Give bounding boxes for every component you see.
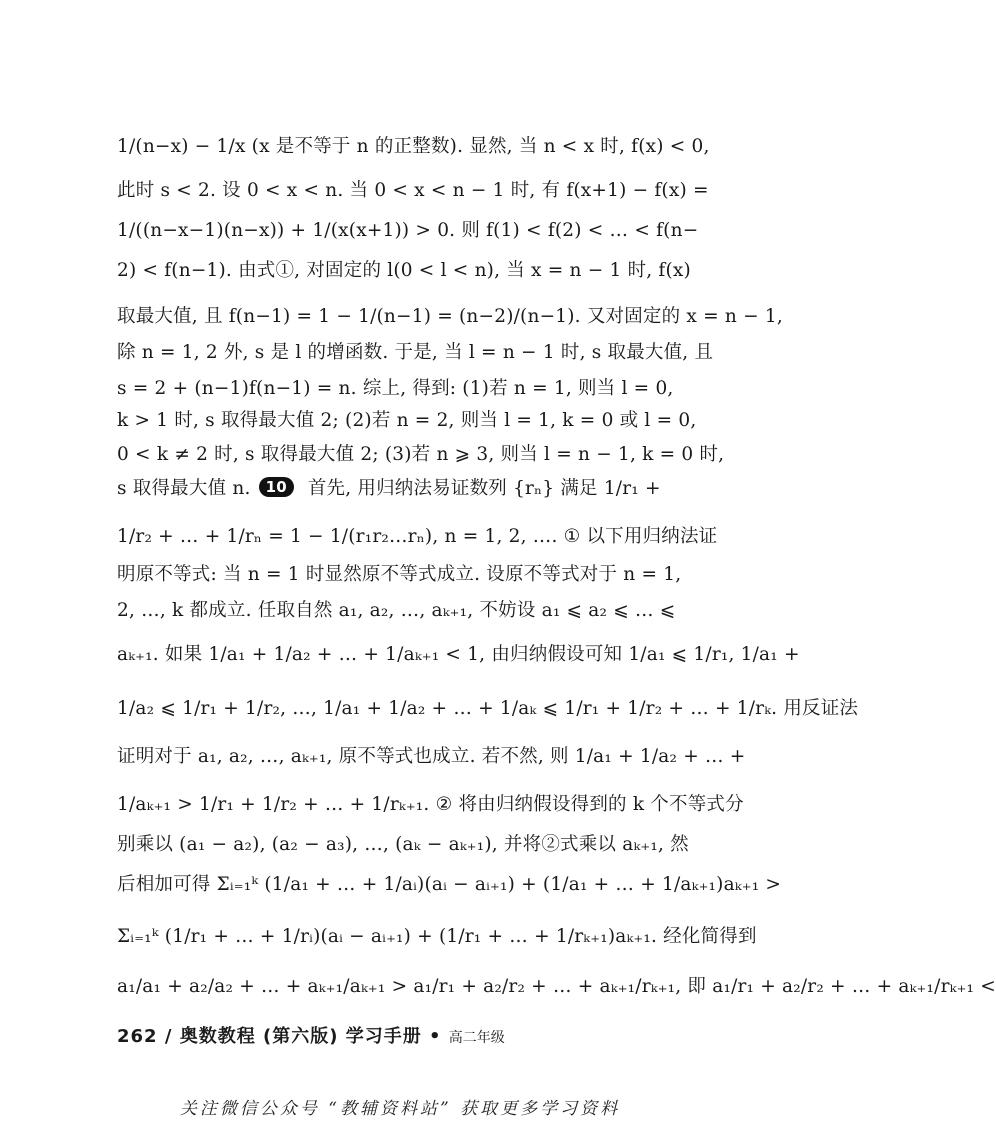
handwritten-watermark: 关注微信公众号 “教辅资料站” 获取更多学习资料 (179, 1099, 621, 1119)
text-line: 取最大值, 且 f(n−1) = 1 − 1/(n−1) = (n−2)/(n−1). 又对固定的 x = n − 1, (117, 306, 783, 327)
text-line: 除 n = 1, 2 外, s 是 l 的增函数. 于是, 当 l = n − 1 时, s 取最大值, 且 (117, 342, 714, 363)
text-line: k > 1 时, s 取得最大值 2; (2)若 n = 2, 则当 l = 1, k = 0 或 l = 0, (117, 410, 697, 431)
text-line: 2) < f(n−1). 由式①, 对固定的 l(0 < l < n), 当 x = n − 1 时, f(x) (117, 260, 691, 281)
footer-bullet: • (429, 1026, 442, 1047)
page-number: 262 (117, 1026, 158, 1047)
text-line: aₖ₊₁. 如果 1/a₁ + 1/a₂ + … + 1/aₖ₊₁ < 1, 由归纳假设可知 1/a₁ ⩽ 1/r₁, 1/a₁ + (117, 644, 800, 665)
text-line: 1/(n−x) − 1/x (x 是不等于 n 的正整数). 显然, 当 n < x 时, f(x) < 0, (117, 136, 710, 157)
text-line-rest: 首先, 用归纳法易证数列 {rₙ} 满足 1/r₁ + (307, 478, 661, 499)
text-line: a₁/a₁ + a₂/a₂ + … + aₖ₊₁/aₖ₊₁ > a₁/r₁ + a₂/r₂ + … + aₖ₊₁/rₖ₊₁, 即 a₁/r₁ + a₂/r₂ + … + aₖ₊₁/rₖ₊₁ < (117, 976, 996, 997)
text-line: 0 < k ≠ 2 时, s 取得最大值 2; (3)若 n ⩾ 3, 则当 l = n − 1, k = 0 时, (117, 444, 725, 465)
text-line: 1/aₖ₊₁ > 1/r₁ + 1/r₂ + … + 1/rₖ₊₁. ② 将由归纳假设得到的 k 个不等式分 (117, 794, 744, 815)
text-line-with-problem-badge (117, 470, 685, 504)
text-line: Σᵢ₌₁ᵏ (1/r₁ + … + 1/rᵢ)(aᵢ − aᵢ₊₁) + (1/r₁ + … + 1/rₖ₊₁)aₖ₊₁. 经化简得到 (117, 926, 757, 947)
page-footer (117, 1022, 505, 1048)
text-line: 别乘以 (a₁ − a₂), (a₂ − a₃), …, (aₖ − aₖ₊₁), 并将②式乘以 aₖ₊₁, 然 (117, 834, 689, 855)
book-title: 奥数教程 (第六版) 学习手册 (179, 1026, 422, 1047)
text-line: 1/r₂ + … + 1/rₙ = 1 − 1/(r₁r₂…rₙ), n = 1, 2, …. ① 以下用归纳法证 (117, 526, 718, 547)
text-line: 此时 s < 2. 设 0 < x < n. 当 0 < x < n − 1 时, 有 f(x+1) − f(x) = (117, 180, 709, 201)
footer-separator: / (164, 1026, 173, 1047)
text-line: 1/((n−x−1)(n−x)) + 1/(x(x+1)) > 0. 则 f(1) < f(2) < … < f(n− (117, 220, 699, 241)
grade-label: 高二年级 (448, 1030, 505, 1046)
text-line: s = 2 + (n−1)f(n−1) = n. 综上, 得到: (1)若 n = 1, 则当 l = 0, (117, 378, 674, 399)
text-line-start: s 取得最大值 n. (117, 478, 251, 499)
problem-number-badge: 10 (259, 477, 294, 497)
text-line: 后相加可得 Σᵢ₌₁ᵏ (1/a₁ + … + 1/aᵢ)(aᵢ − aᵢ₊₁) + (1/a₁ + … + 1/aₖ₊₁)aₖ₊₁ > (117, 874, 782, 895)
text-line: 1/a₂ ⩽ 1/r₁ + 1/r₂, …, 1/a₁ + 1/a₂ + … + 1/aₖ ⩽ 1/r₁ + 1/r₂ + … + 1/rₖ. 用反证法 (117, 698, 859, 719)
text-line: 2, …, k 都成立. 任取自然 a₁, a₂, …, aₖ₊₁, 不妨设 a₁ ⩽ a₂ ⩽ … ⩽ (117, 600, 676, 621)
text-line: 证明对于 a₁, a₂, …, aₖ₊₁, 原不等式也成立. 若不然, 则 1/a₁ + 1/a₂ + … + (117, 746, 746, 767)
text-line: 明原不等式: 当 n = 1 时显然原不等式成立. 设原不等式对于 n = 1, (117, 564, 682, 585)
